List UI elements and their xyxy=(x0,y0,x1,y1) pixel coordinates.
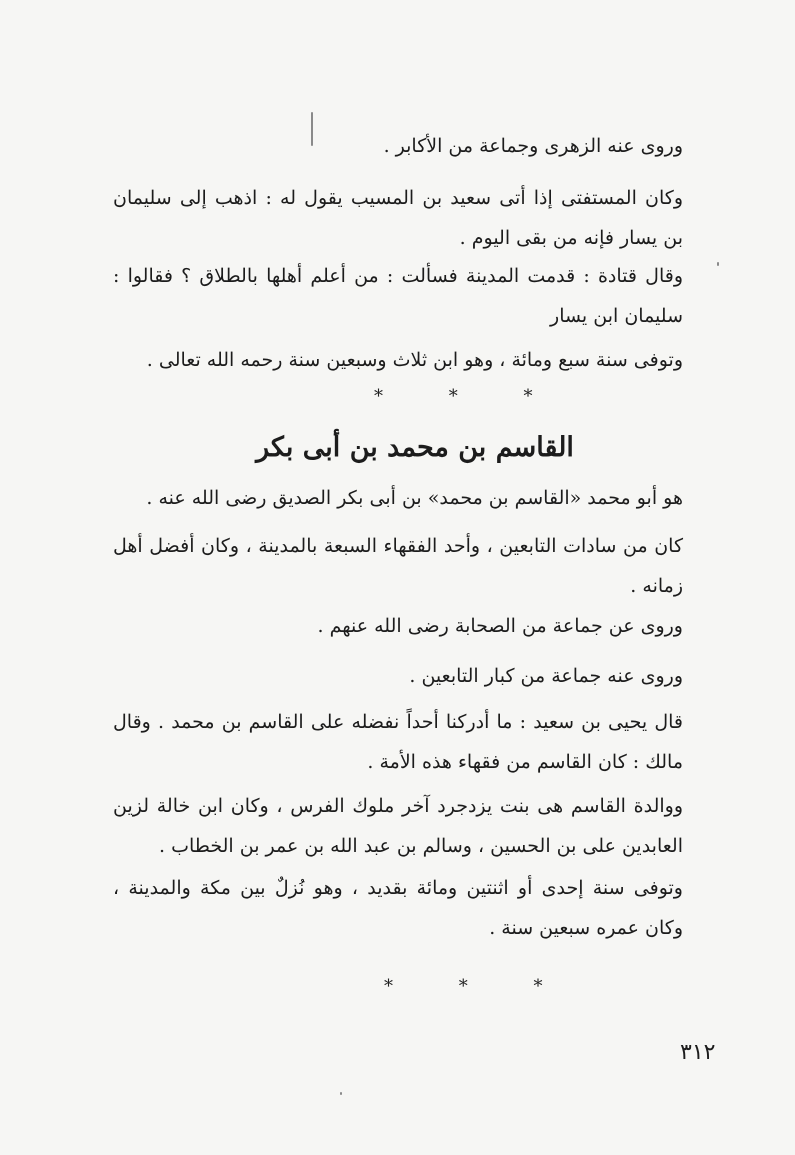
section-separator: * * * xyxy=(374,386,563,407)
paragraph-11: وتوفى سنة إحدى أو اثنتين ومائة بقديد ، وهو نُزلٌ بين مكة والمدينة ، وكان عمره سبعين سنة . xyxy=(113,877,683,939)
paragraph-9: قال يحيى بن سعيد : ما أدركنا أحداً نفضله على القاسم بن محمد . وقال مالك : كان القاسم من فقهاء هذه الأمة . xyxy=(113,711,683,773)
paragraph-4: وتوفى سنة سبع ومائة ، وهو ابن ثلاث وسبعين سنة رحمه الله تعالى . xyxy=(146,349,683,371)
paragraph-10: ووالدة القاسم هى بنت يزدجرد آخر ملوك الفرس ، وكان ابن خالة لزين العابدين على بن الحسين ، وسالم بن عبد الله بن عمر بن الخطاب . xyxy=(113,795,683,857)
page-number: ٣١٢ xyxy=(680,1040,716,1065)
paragraph-1: وروى عنه الزهرى وجماعة من الأكابر . xyxy=(383,135,683,157)
paragraph-6: كان من سادات التابعين ، وأحد الفقهاء السبعة بالمدينة ، وكان أفضل أهل زمانه . xyxy=(113,535,683,597)
scan-mark xyxy=(717,262,719,266)
paragraph-5: هو أبو محمد «القاسم بن محمد» بن أبى بكر الصديق رضى الله عنه . xyxy=(146,487,683,509)
scan-mark xyxy=(340,1092,342,1095)
paragraph-2: وكان المستفتى إذا أتى سعيد بن المسيب يقول له : اذهب إلى سليمان بن يسار فإنه من بقى اليوم . xyxy=(113,187,683,249)
section-heading: القاسم بن محمد بن أبى بكر xyxy=(256,432,574,463)
paragraph-8: وروى عنه جماعة من كبار التابعين . xyxy=(409,665,683,687)
paragraph-7: وروى عن جماعة من الصحابة رضى الله عنهم . xyxy=(317,615,683,637)
section-separator-end: * * * xyxy=(384,976,573,997)
paragraph-3: وقال قتادة : قدمت المدينة فسألت : من أعلم أهلها بالطلاق ؟ فقالوا : سليمان ابن يسار xyxy=(113,265,683,327)
